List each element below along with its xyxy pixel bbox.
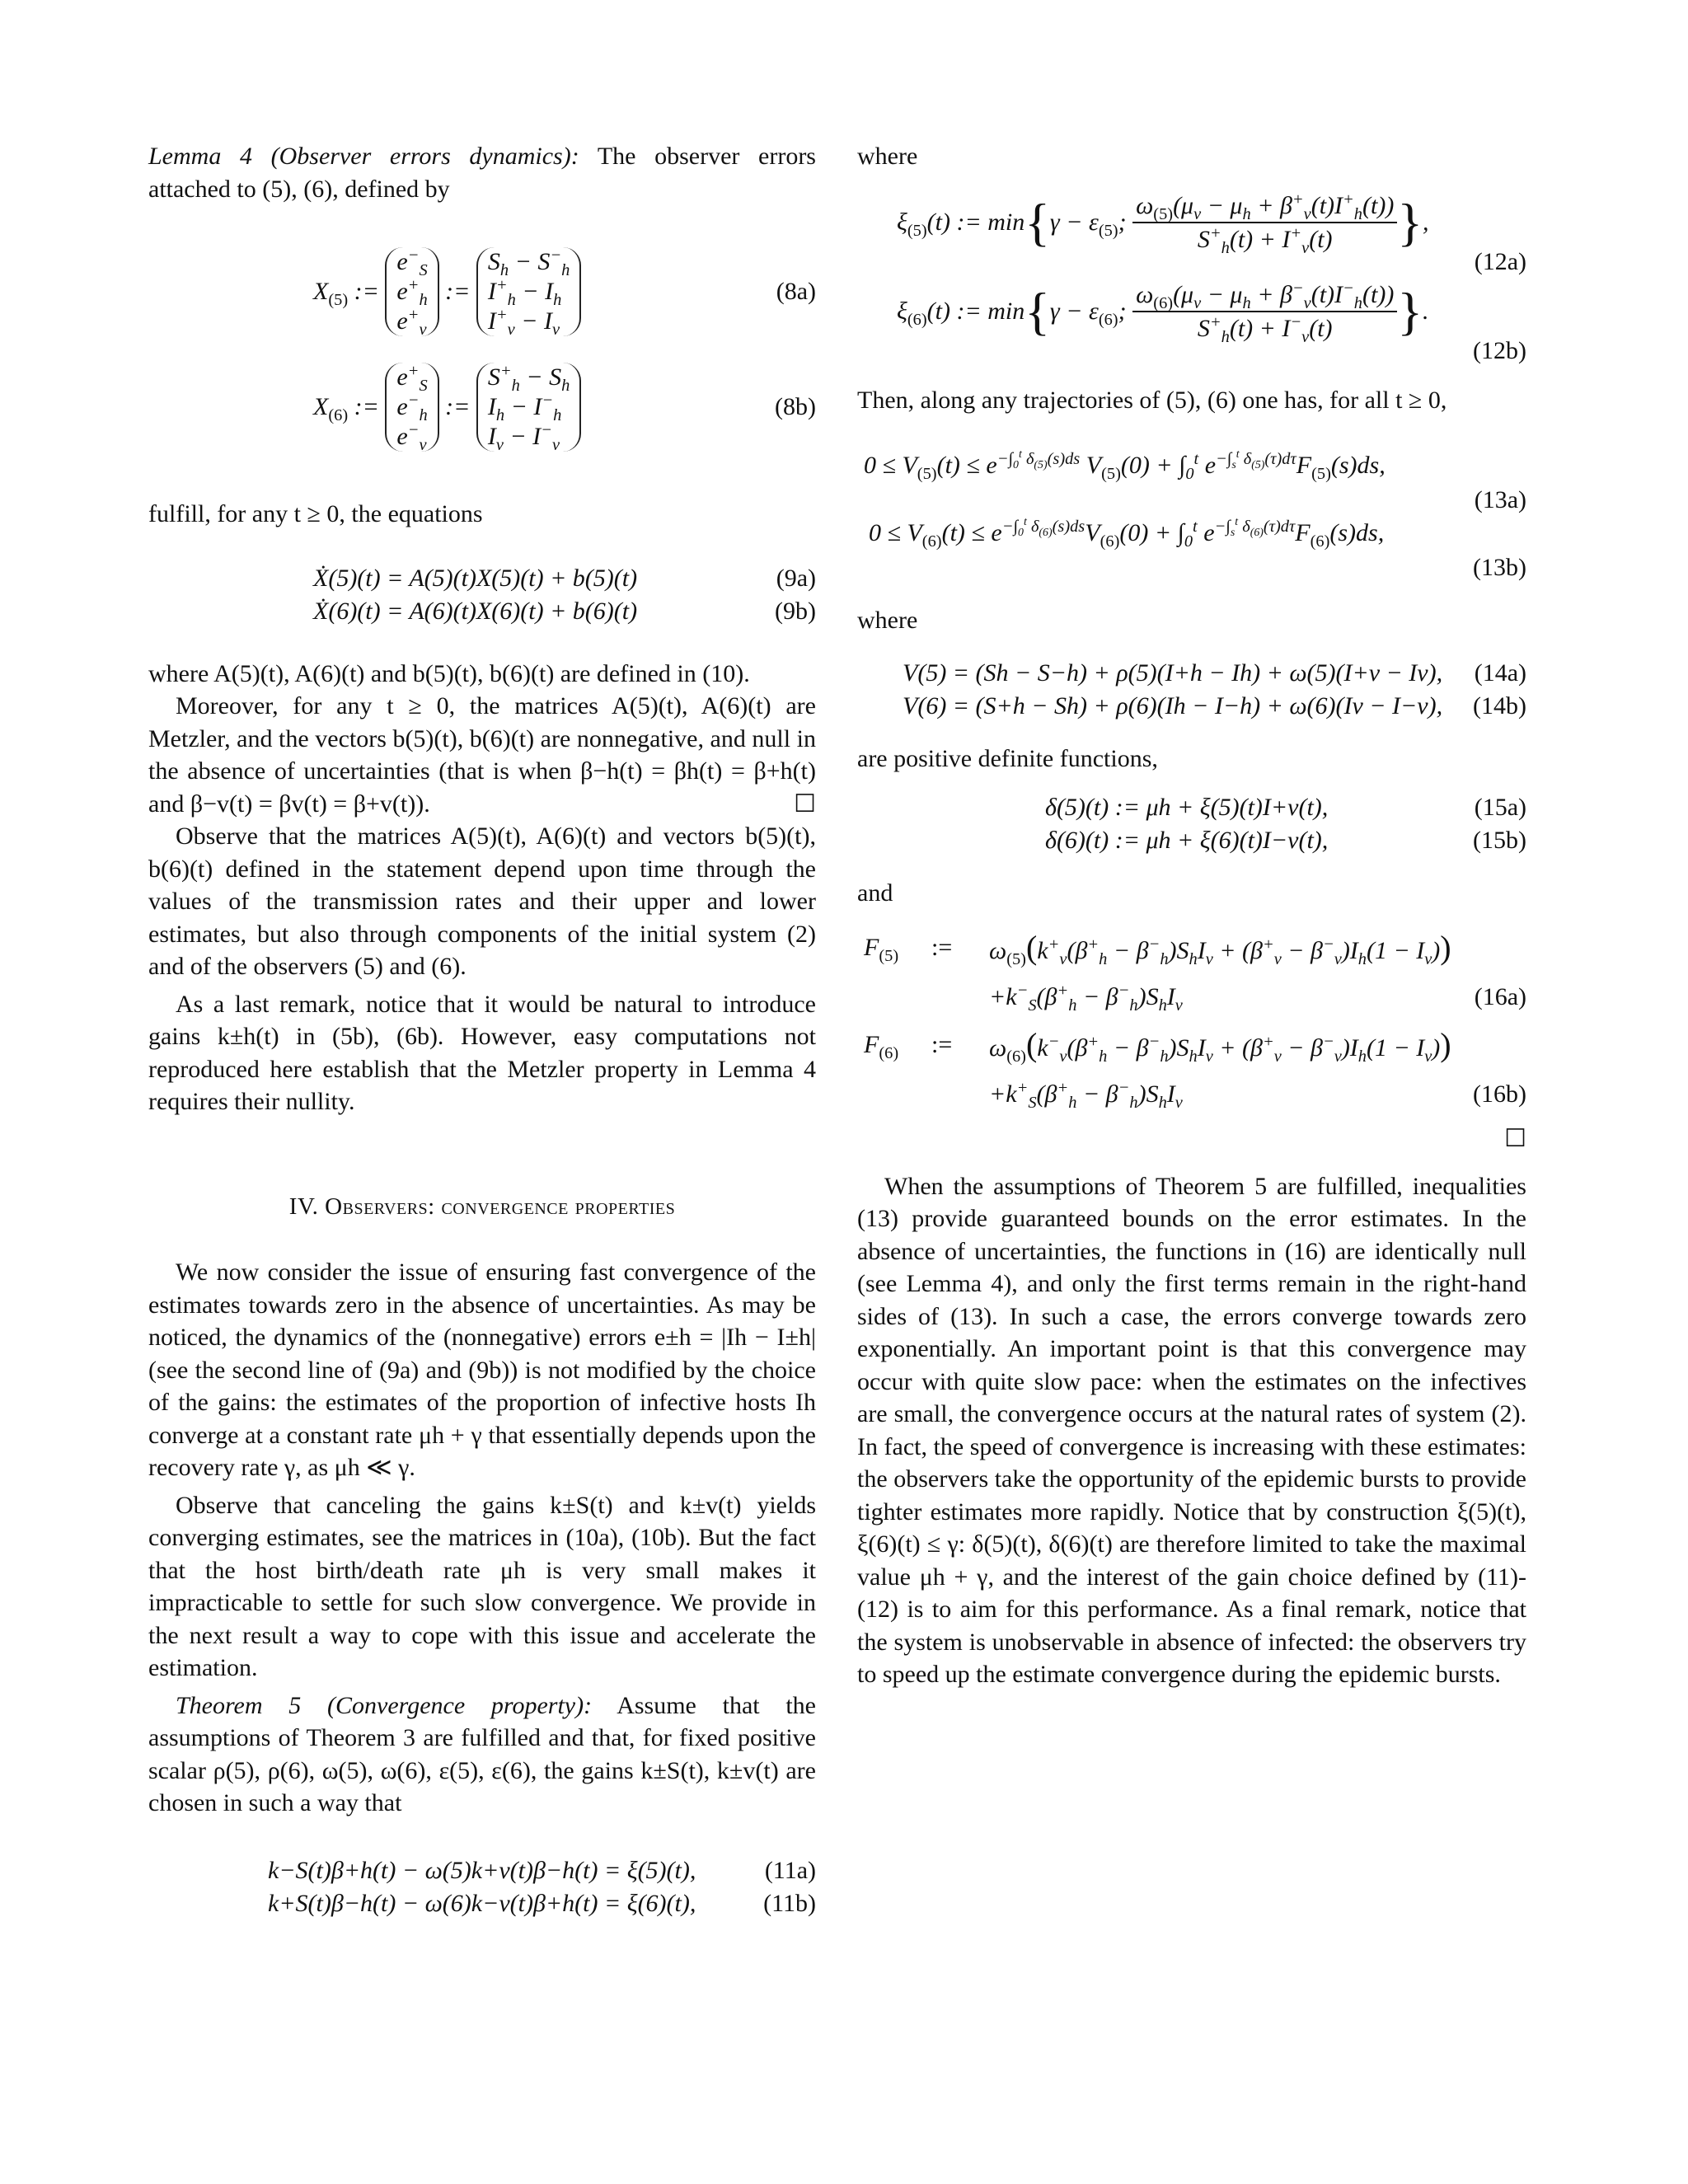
- lemma-title: Lemma 4 (Observer errors dynamics):: [148, 143, 579, 170]
- moreover-paragraph: Moreover, for any t ≥ 0, the matrices A(5)(t), A(6)(t) are Metzler, and the vectors b(5)(t), b(6)(t) are nonnegative, and null in the absence of uncertainties (that is when β−h(t) = βh(t) = β+h(t) and β−v(t) = βv(t) = β+v(t)). ☐: [148, 690, 816, 820]
- equation-11b: k+S(t)β−h(t) − ω(6)k−v(t)β+h(t) = ξ(6)(t), (11b): [268, 1889, 816, 1917]
- section-heading: IV. Observers: convergence properties: [288, 1193, 676, 1220]
- equation-11a: k−S(t)β+h(t) − ω(5)k+v(t)β−h(t) = ξ(5)(t), (11a): [268, 1856, 816, 1884]
- equation-9a: Ẋ(5)(t) = A(5)(t)X(5)(t) + b(5)(t) (9a): [313, 564, 816, 592]
- when-paragraph: When the assumptions of Theorem 5 are fulfilled, inequalities (13) provide guaranteed bounds on the error estimates. In the absence of uncertainties, the functions in (16) are identically null (see Lemma 4), and only the first terms remain in the right-hand sides of (13). In such a case, the errors converge towards zero exponentially. An important point is that this convergence may occur with quite slow pace: when the estimates on the infectives are small, the convergence occurs at the natural rates of system (2). In fact, the speed of convergence is increasing with these estimates: the observers take the opportunity of the epidemic bursts to provide tighter estimates more rapidly. Notice that by construction ξ(5)(t), ξ(6)(t) ≤ γ: δ(5)(t), δ(6)(t) are therefore limited to take the maximal value μh + γ, and the interest of the gain choice defined by (11)-(12) is to aim for this performance. As a final remark, notice that the system is unobservable in absence of infected: the observers try to speed up the estimate convergence during the epidemic bursts.: [857, 1172, 1526, 1688]
- qed-box-icon: ☐: [794, 790, 816, 818]
- equation-13b: $0 \le V_{(6)}(t) \le e^{-\int_0^t \delta_{(6)}(s)ds}V_{(6)}(0) + \int_0^t$ $e^{-\int_s^t \delta_{(6)}(\tau)d\tau}F_{(6)}(s)ds$, (13b): [869, 516, 1526, 581]
- equation-13a: $0 \le V_{(5)}(t) \le e^{-\int_0^t \delta_{(5)}(s)ds}$ $V_{(5)}(0) + \int_0^t$ $e^{-\int_s^t \delta_{(5)}(\tau)d\tau}F_{(5)}(s)ds$, (13a): [864, 448, 1526, 513]
- equation-9b: Ẋ(6)(t) = A(6)(t)X(6)(t) + b(6)(t) (9b): [313, 597, 816, 625]
- qed-box-icon-2: ☐: [1504, 1124, 1526, 1152]
- equation-15b: δ(6)(t) := μh + ξ(6)(t)I−v(t), (15b): [1045, 827, 1526, 854]
- equation-15a: δ(5)(t) := μh + ξ(5)(t)I+v(t), (15a): [1045, 794, 1526, 821]
- left-column: [148, 140, 816, 1920]
- positive-text: are positive definite functions,: [857, 744, 1158, 772]
- last-remark-paragraph: As a last remark, notice that it would be natural to introduce gains k±h(t) in (5b), (6b). However, easy computations not reproduced here establish that the Metzler property in Lemma 4 requires their nullity.: [148, 990, 816, 1115]
- where-A-text: where A(5)(t), A(6)(t) and b(5)(t), b(6)(t) are defined in (10).: [148, 659, 750, 687]
- and-text: and: [857, 879, 893, 907]
- right-column: [857, 140, 1526, 1691]
- equation-8b: $X_{(6)}$ := $e^+_S$ $e^-_h$ $e^-_v$ := $S^+_h - S_h$ $I_h - I^-_h$ $I_v - I^-_v$ (8b): [313, 362, 816, 454]
- equation-12b: $\xi_{(6)}(t)$ := min { $\gamma - \varepsilon_{(6)}$; $\frac{\omega_{(6)}(\mu_v - \mu_h + \beta^-_v(t)I^-_h(t))}{S^+_h(t) + I^-_v(t)}$ } . (12b): [897, 279, 1526, 364]
- equation-12a: $\xi_{(5)}(t)$ := min { $\gamma - \varepsilon_{(5)}$; $\frac{\omega_{(5)}(\mu_v - \mu_h + \beta^+_v(t)I^+_h(t))}{S^+_h(t) + I^+_v(t)}$ } , (12a): [897, 190, 1526, 275]
- lemma-4-paragraph: [148, 140, 816, 205]
- theorem-5-paragraph: Theorem 5 (Convergence property): Assume that the assumptions of Theorem 3 are fulfilled and that, for fixed positive scalar ρ(5), ρ(6), ω(5), ω(6), ε(5), ε(6), the gains k±S(t), k±v(t) are chosen in such a way that: [148, 1691, 816, 1816]
- observe-paragraph-1: Observe that the matrices A(5)(t), A(6)(t) and vectors b(5)(t), b(6)(t) defined in the statement depend upon time through the values of the transmission rates and their upper and lower estimates, but also through components of the initial system (2) and of the observers (5) and (6).: [148, 823, 816, 980]
- then-text: Then, along any trajectories of (5), (6) one has, for all t ≥ 0,: [857, 386, 1447, 414]
- equation-16b: $F_{(6)}$ := $\omega_{(6)}(k^-_v(\beta^+_h - \beta^-_h)S_hI_v + (\beta^+_v - \beta^-_v)I_h(1 - I_v))$ $+k^+_S(\beta^+_h - \beta^-_h)S_hI_v$ (16b): [864, 1025, 1526, 1112]
- tag-8b: (8b): [775, 393, 816, 420]
- lemma-lead: The observer errors attached to (5), (6), defined by: [148, 143, 816, 203]
- equation-8a: $X_{(5)}$ := $e^-_S$ $e^+_h$ $e^+_v$ := $S_h - S^-_h$ $I^+_h - I_h$ $I^+_v - I_v$ (8a): [313, 246, 816, 339]
- equation-14b: V(6) = (S+h − Sh) + ρ(6)(Ih − I−h) + ω(6)(Iv − I−v), (14b): [903, 691, 1526, 719]
- equation-16a: $F_{(5)}$ := $\omega_{(5)}(k^+_v(\beta^+_h - \beta^-_h)S_hI_v + (\beta^+_v - \beta^-_v)I_h(1 - I_v))$ $+k^-_S(\beta^+_h - \beta^-_h)S_hI_v$ (16a): [864, 928, 1526, 1015]
- tag-8a: (8a): [776, 278, 816, 305]
- observe-paragraph-2: Observe that canceling the gains k±S(t) and k±v(t) yields converging estimates, see the matrices in (10a), (10b). But the fact that the host birth/death rate μh is very small makes it impracticable to settle for such slow convergence. We provide in the next result a way to cope with this issue and accelerate the estimation.: [148, 1491, 816, 1681]
- fulfill-text: fulfill, for any t ≥ 0, the equations: [148, 500, 483, 527]
- where-text-2: where: [857, 607, 918, 634]
- consider-paragraph: We now consider the issue of ensuring fast convergence of the estimates towards zero in the absence of uncertainties. As may be noticed, the dynamics of the (nonnegative) errors e±h = |Ih − I±h| (see the second line of (9a) and (9b)) is not modified by the choice of the gains: the estimates of the proportion of infective hosts Ih converge at a constant rate μh + γ that essentially depends upon the recovery rate γ, as μh ≪ γ.: [148, 1258, 816, 1481]
- equation-14a: V(5) = (Sh − S−h) + ρ(5)(I+h − Ih) + ω(5)(I+v − Iv), (14a): [903, 658, 1526, 687]
- where-text-1: where: [857, 143, 918, 170]
